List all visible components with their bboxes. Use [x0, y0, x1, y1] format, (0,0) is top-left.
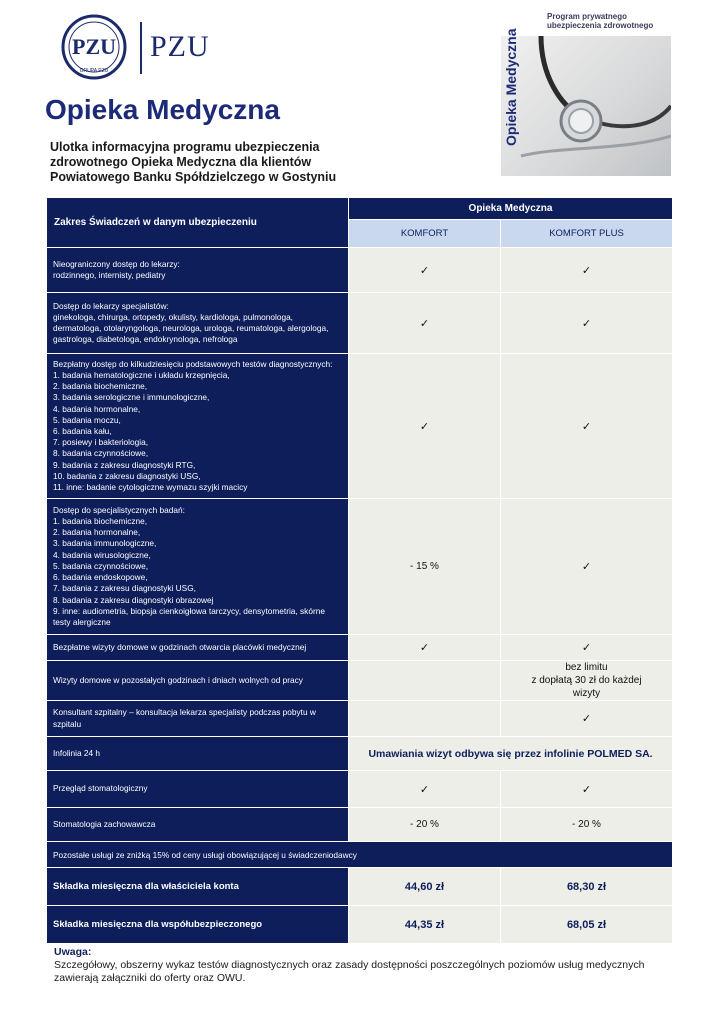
- table-row: [47, 771, 673, 808]
- komfort-value: ✓: [349, 635, 501, 661]
- logo-divider: [140, 22, 142, 74]
- komfort-value: ✓: [349, 248, 501, 293]
- value-line: z dopłatą 30 zł do każdej: [531, 675, 642, 686]
- header-komfort-plus: KOMFORT PLUS: [501, 220, 673, 248]
- row-label-line: Przegląd stomatologiczny: [53, 783, 148, 794]
- table-row: [47, 701, 673, 737]
- fee-komfort: 44,35 zł: [349, 906, 501, 944]
- row-label-line: 3. badania serologiczne i immunologiczne,: [53, 392, 210, 403]
- row-label-line: 6. badania endoskopowe,: [53, 572, 148, 583]
- table-row: [47, 808, 673, 842]
- row-label: [47, 737, 349, 771]
- row-label-line: Nieograniczony dostęp do lekarzy:: [53, 258, 180, 269]
- fee-komfort: 44,60 zł: [349, 868, 501, 906]
- row-label: [47, 499, 349, 635]
- header-scope: Zakres Świadczeń w danym ubezpieczeniu: [47, 198, 349, 248]
- row-label-line: 1. badania biochemiczne,: [53, 516, 148, 527]
- header-komfort: KOMFORT: [349, 220, 501, 248]
- row-label-line: Dostęp do specjalistycznych badań:: [53, 504, 185, 515]
- row-label-line: 7. badania z zakresu diagnostyki USG,: [53, 583, 196, 594]
- subtitle-line: Ulotka informacyjna programu ubezpieczenia: [50, 140, 320, 154]
- table-row: [47, 842, 673, 868]
- subtitle-line: Powiatowego Banku Spółdzielczego w Gostyniu: [50, 170, 337, 184]
- row-label-line: 10. badania z zakresu diagnostyki USG,: [53, 470, 201, 481]
- footnote-line: Szczegółowy, obszerny wykaz testów diagnostycznych oraz zasady dostępności poszczególnych poziomów usług medycznych: [54, 959, 645, 971]
- page-subtitle: [50, 140, 350, 185]
- row-label-line: 2. badania hormonalne,: [53, 527, 141, 538]
- row-label-line: Bezpłatny dostęp do kilkudziesięciu podstawowych testów diagnostycznych:: [53, 358, 333, 369]
- row-label-line: rodzinnego, internisty, pediatry: [53, 270, 166, 280]
- komfort-value: ✓: [349, 354, 501, 499]
- fee-komfort-plus: 68,30 zł: [501, 868, 673, 906]
- stethoscope-icon: [501, 36, 671, 176]
- table-row: [47, 293, 673, 354]
- cover-vertical-text: Opieka Medyczna: [503, 28, 519, 146]
- row-label-line: Dostęp do lekarzy specjalistów:: [53, 300, 169, 311]
- table-row: [47, 737, 673, 771]
- fee-row: [47, 906, 673, 944]
- pzu-logo: [60, 14, 230, 80]
- row-label: [47, 293, 349, 354]
- fee-label: Składka miesięczna dla właściciela konta: [47, 868, 349, 906]
- table-header-row: [47, 198, 673, 220]
- table-row: [47, 354, 673, 499]
- other-services-note: Pozostałe usługi ze zniżką 15% od ceny usługi obowiązującej u świadczeniodawcy: [47, 842, 673, 868]
- row-label-line: 11. inne: badanie cytologiczne wymazu szyjki macicy: [53, 482, 248, 493]
- row-label: [47, 661, 349, 701]
- table-row: [47, 635, 673, 661]
- row-label-line: 6. badania kału,: [53, 426, 112, 436]
- pzu-seal-icon: [60, 14, 128, 80]
- komfort-plus-value: ✓: [501, 354, 673, 499]
- komfort-plus-value: ✓: [501, 248, 673, 293]
- komfort-plus-value: ✓: [501, 293, 673, 354]
- subtitle-line: zdrowotnego Opieka Medyczna dla klientów: [50, 155, 312, 169]
- cover-top-text: Program prywatnego ubezpieczenia zdrowotnego: [547, 12, 654, 30]
- page-title: Opieka Medyczna: [45, 94, 280, 125]
- fee-row: [47, 868, 673, 906]
- row-label-line: 9. inne: audiometria, biopsja cienkoigłowa tarczycy, densytometria, skórne: [53, 605, 325, 616]
- row-label: [47, 248, 349, 293]
- row-label-line: Infolinia 24 h: [53, 747, 101, 758]
- row-label-line: szpitalu: [53, 718, 82, 729]
- komfort-value: - 20 %: [349, 808, 501, 842]
- value-line: bez limitu: [565, 662, 608, 673]
- komfort-plus-value: ✓: [501, 499, 673, 635]
- row-label: [47, 771, 349, 808]
- row-label-line: 2. badania biochemiczne,: [53, 381, 148, 392]
- row-label-line: 5. badania moczu,: [53, 414, 121, 425]
- row-label-line: 5. badania czynnościowe,: [53, 560, 149, 571]
- logo-wordmark: PZU: [150, 30, 210, 63]
- row-label-line: 4. badania wirusologiczne,: [53, 549, 151, 560]
- row-label-line: Bezpłatne wizyty domowe w godzinach otwarcia placówki medycznej: [53, 641, 307, 652]
- seal-text: PZU: [72, 34, 116, 59]
- row-label-line: 7. posiewy i bakteriologia,: [53, 437, 149, 448]
- row-label-line: 3. badania immunologiczne,: [53, 538, 157, 549]
- row-label-line: Konsultant szpitalny – konsultacja lekarza specjalisty podczas pobytu w: [53, 707, 316, 718]
- komfort-value: [349, 701, 501, 737]
- table-row: [47, 661, 673, 701]
- row-label: [47, 354, 349, 499]
- komfort-plus-value: ✓: [501, 635, 673, 661]
- komfort-value: [349, 661, 501, 701]
- row-label-line: testy alergiczne: [53, 616, 111, 627]
- table-row: [47, 248, 673, 293]
- row-label-line: 9. badania z zakresu diagnostyki RTG,: [53, 459, 196, 470]
- row-label-line: Wizyty domowe w pozostałych godzinach i dniach wolnych od pracy: [53, 674, 303, 685]
- row-label-line: 8. badania z zakresu diagnostyki obrazowej: [53, 594, 214, 605]
- komfort-plus-value: ✓: [501, 701, 673, 737]
- footnote-title: Uwaga:: [54, 946, 92, 958]
- komfort-value: - 15 %: [349, 499, 501, 635]
- footnote: [54, 946, 694, 985]
- fee-komfort-plus: 68,05 zł: [501, 906, 673, 944]
- row-label-line: 8. badania czynnościowe,: [53, 448, 149, 459]
- row-label-line: Stomatologia zachowawcza: [53, 818, 156, 829]
- value-line: wizyty: [572, 688, 601, 699]
- benefits-table: [46, 197, 673, 944]
- row-label-line: 4. badania hormonalne,: [53, 403, 141, 414]
- infoline-value: Umawiania wizyt odbywa się przez infolinie POLMED SA.: [349, 737, 673, 771]
- row-label-line: dermatologa, otolaryngologa, neurologa, urologa, reumatologa, alergologa,: [53, 323, 329, 333]
- seal-ring-text: GRUPA PZU: [79, 68, 109, 74]
- fee-label: Składka miesięczna dla współubezpieczonego: [47, 906, 349, 944]
- row-label-line: gastrologa, diabetologa, endokrynologa, nefrologa: [53, 334, 238, 345]
- footnote-line: zawierają załączniki do oferty oraz OWU.: [54, 972, 246, 984]
- komfort-plus-value: ✓: [501, 771, 673, 808]
- komfort-value: ✓: [349, 293, 501, 354]
- table-row: [47, 499, 673, 635]
- row-label-line: ginekologa, chirurga, ortopedy, okulisty, kardiologa, pulmonologa,: [53, 311, 293, 322]
- komfort-plus-value: - 20 %: [501, 808, 673, 842]
- header-product: Opieka Medyczna: [349, 198, 673, 220]
- komfort-plus-value: [501, 661, 673, 701]
- row-label: [47, 635, 349, 661]
- komfort-value: ✓: [349, 771, 501, 808]
- row-label-line: 1. badania hematologiczne i układu krzepnięcia,: [53, 369, 230, 380]
- row-label: [47, 808, 349, 842]
- brochure-cover-image: [501, 6, 671, 176]
- row-label: [47, 701, 349, 737]
